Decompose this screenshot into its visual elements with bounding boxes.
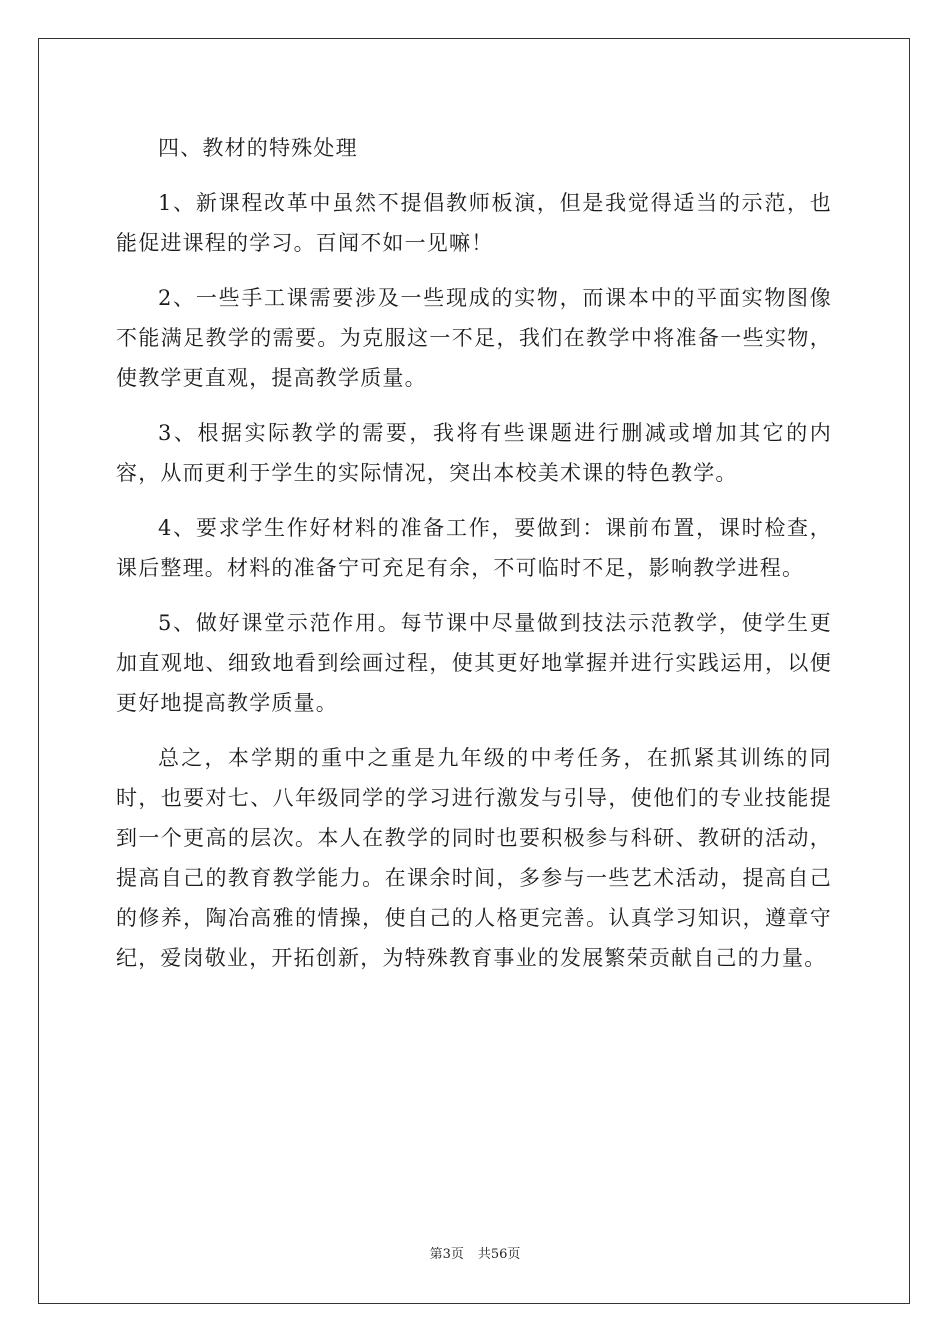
total-pages: 共56页: [477, 1247, 521, 1262]
current-page-number: 第3页: [429, 1247, 464, 1262]
page-footer: [0, 1246, 950, 1264]
section-heading: 四、教材的特殊处理: [158, 136, 358, 160]
paragraph-summary: 总之，本学期的重中之重是九年级的中考任务，在抓紧其训练的同时，也要对七、八年级同学的学习进行激发与引导，使他们的专业技能提到一个更高的层次。本人在教学的同时也要积极参与科研、教研的活动，提高自己的教育教学能力。在课余时间，多参与一些艺术活动，提高自己的修养，陶冶高雅的情操，使自己的人格更完善。认真学习知识，遵章守纪，爱岗敬业，开拓创新，为特殊教育事业的发展繁荣贡献自己的力量。: [116, 746, 832, 970]
paragraph-2: 2、一些手工课需要涉及一些现成的实物，而课本中的平面实物图像不能满足教学的需要。为克服这一不足，我们在教学中将准备一些实物，使教学更直观，提高教学质量。: [116, 286, 832, 390]
paragraph-5: 5、做好课堂示范作用。每节课中尽量做到技法示范教学，使学生更加直观地、细致地看到绘画过程，使其更好地掌握并进行实践运用，以便更好地提高教学质量。: [116, 611, 832, 715]
paragraph-4: 4、要求学生作好材料的准备工作，要做到：课前布置，课时检查，课后整理。材料的准备宁可充足有余，不可临时不足，影响教学进程。: [116, 516, 832, 580]
paragraph-1: 1、新课程改革中虽然不提倡教师板演，但是我觉得适当的示范，也能促进课程的学习。百闻不如一见嘛！: [116, 191, 832, 255]
document-body: [116, 128, 832, 993]
paragraph-3: 3、根据实际教学的需要，我将有些课题进行删减或增加其它的内容，从而更利于学生的实际情况，突出本校美术课的特色教学。: [116, 421, 832, 485]
